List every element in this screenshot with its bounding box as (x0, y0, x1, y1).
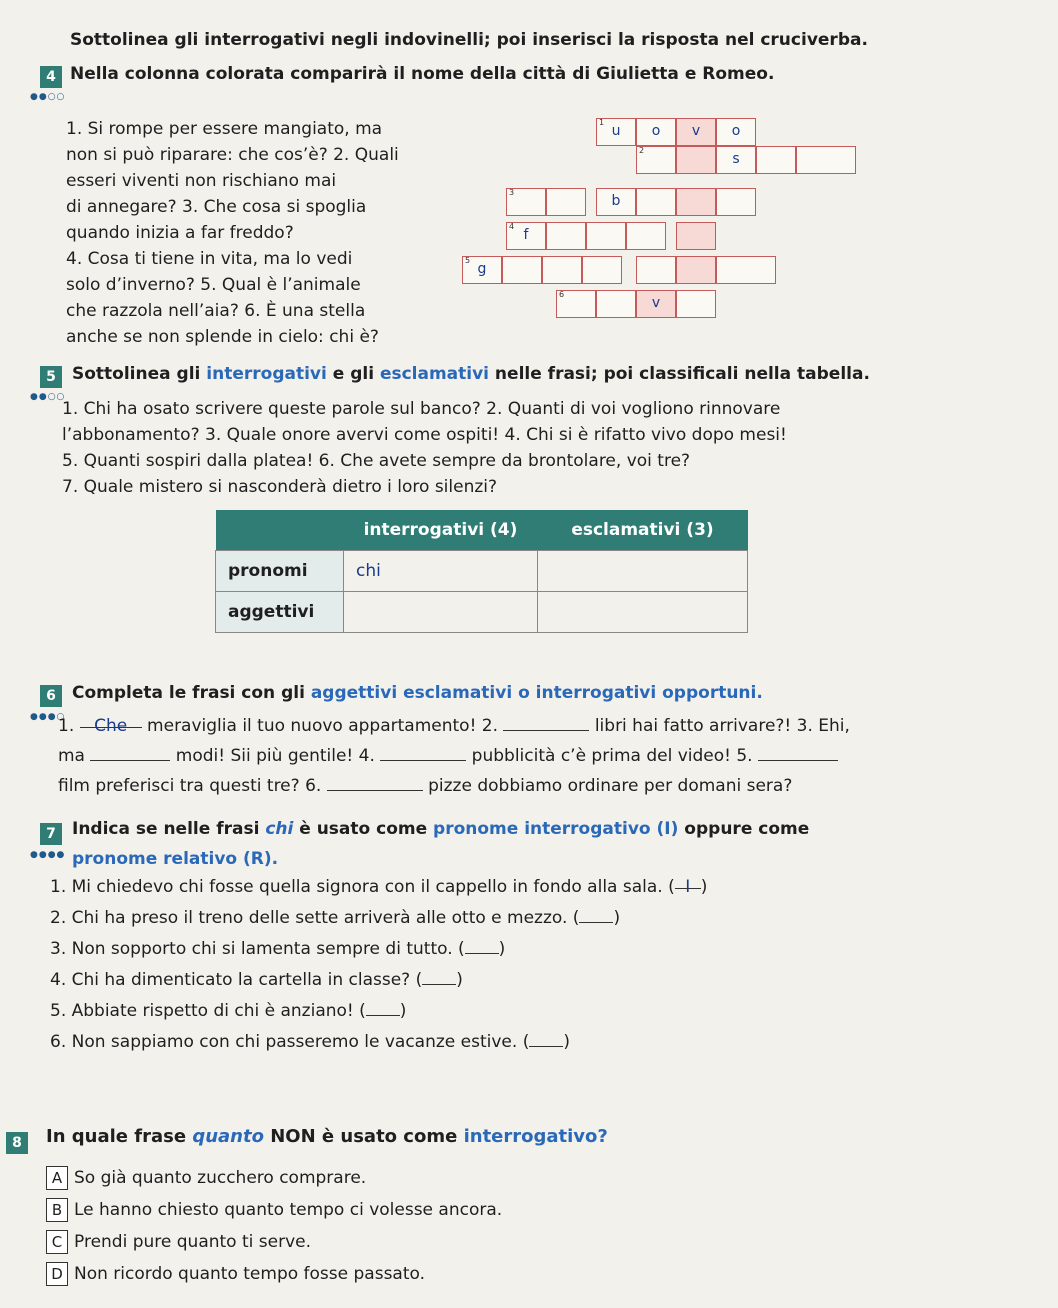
crossword-cell[interactable] (546, 188, 586, 216)
crossword-cell[interactable]: b (596, 188, 636, 216)
table-cell-input[interactable] (538, 592, 748, 633)
option-b[interactable] (46, 1194, 1046, 1226)
item-row: 3. Non sopporto chi si lamenta sempre di tutto. ( ) (50, 939, 506, 959)
crossword-cell[interactable] (502, 256, 542, 284)
crossword-cell[interactable]: 4 f (506, 222, 546, 250)
item-text: 1. Mi chiedevo chi fosse quella signora con il cappello in fondo alla sala. (50, 877, 663, 897)
exercise-4-instruction-1: Sottolinea gli interrogativi negli indovinelli; poi inserisci la risposta nel cruciverba. (70, 30, 868, 50)
exercise-6-instruction: Completa le frasi con gli aggettivi esclamativi o interrogativi opportuni. (72, 683, 763, 703)
option-text: So già quanto zucchero comprare. (74, 1168, 367, 1188)
text: pubblicità c’è prima del video! 5. (471, 746, 753, 766)
exercise-6-number: 6 (40, 685, 62, 707)
sentence-line: 7. Quale mistero si nasconderà dietro i loro silenzi? (62, 477, 498, 497)
option-text: Non ricordo quanto tempo fosse passato. (74, 1264, 426, 1284)
answer-blank[interactable]: I (675, 872, 701, 889)
sentence-line: l’abbonamento? 3. Quale onore avervi come ospiti! 4. Chi si è rifatto vivo dopo mesi! (62, 425, 787, 445)
option-letter[interactable]: A (46, 1166, 68, 1190)
crossword-cell-colored[interactable] (676, 256, 716, 284)
exercise-8-options (46, 1162, 1046, 1290)
exercise-5-instruction: Sottolinea gli interrogativi e gli esclamativi nelle frasi; poi classificali nella tabella. (72, 364, 870, 384)
crossword-cell-colored[interactable] (676, 146, 716, 174)
crossword-cell[interactable] (796, 146, 856, 174)
item-row: 1. Mi chiedevo chi fosse quella signora con il cappello in fondo alla sala. ( I ) (50, 872, 1050, 903)
table-row-pronomi: pronomi (216, 551, 344, 592)
crossword-cell[interactable] (716, 188, 756, 216)
crossword-cell[interactable] (596, 290, 636, 318)
riddle-line: solo d’inverno? 5. Qual è l’animale (66, 275, 361, 295)
crossword-cell[interactable] (582, 256, 622, 284)
text: meraviglia il tuo nuovo appartamento! 2. (147, 716, 499, 736)
riddle-line: quando inizia a far freddo? (66, 223, 294, 243)
answer-blank[interactable] (366, 999, 400, 1016)
answer-blank[interactable] (465, 937, 499, 954)
sentence-line: 1. Chi ha osato scrivere queste parole sul banco? 2. Quanti di voi vogliono rinnovare (62, 399, 781, 419)
crossword-cell[interactable]: s (716, 146, 756, 174)
option-d[interactable] (46, 1258, 1046, 1290)
crossword-cell[interactable] (636, 188, 676, 216)
answer-blank[interactable] (503, 714, 589, 731)
crossword-cell[interactable] (542, 256, 582, 284)
crossword-cell[interactable]: 1 u (596, 118, 636, 146)
crossword-cell[interactable] (756, 146, 796, 174)
exercise-7-items (50, 872, 1050, 1058)
item-row: 5. Abbiate rispetto di chi è anziano! ( ) (50, 1001, 407, 1021)
text: film preferisci tra questi tre? 6. (58, 776, 322, 796)
option-a[interactable] (46, 1162, 1046, 1194)
exercise-8-instruction: In quale frase quanto NON è usato come interrogativo? (46, 1126, 608, 1147)
crossword-cell[interactable] (636, 256, 676, 284)
answer-blank[interactable] (90, 744, 170, 761)
table-answer: chi (356, 561, 381, 581)
sentence-line: 5. Quanti sospiri dalla platea! 6. Che avete sempre da brontolare, voi tre? (62, 451, 691, 471)
crossword-cell[interactable] (676, 290, 716, 318)
option-letter[interactable]: C (46, 1230, 68, 1254)
exercise-5-number: 5 (40, 366, 62, 388)
crossword-cell-colored[interactable] (676, 188, 716, 216)
table-cell-input[interactable] (344, 592, 538, 633)
riddle-line: esseri viventi non rischiano mai (66, 171, 337, 191)
crossword-cell[interactable] (716, 256, 776, 284)
riddle-line: anche se non splende in cielo: chi è? (66, 327, 379, 347)
crossword-cell[interactable] (626, 222, 666, 250)
option-text: Prendi pure quanto ti serve. (74, 1232, 312, 1252)
text: ma (58, 746, 85, 766)
text: libri hai fatto arrivare?! 3. Ehi, (594, 716, 850, 736)
crossword-cell[interactable]: o (716, 118, 756, 146)
difficulty-dots: ●●○○ (30, 392, 66, 402)
exercise-8-number: 8 (6, 1132, 28, 1154)
item-row: 4. Chi ha dimenticato la cartella in classe? ( ) (50, 970, 463, 990)
crossword-cell-colored[interactable]: v (676, 118, 716, 146)
answer-blank[interactable] (579, 906, 613, 923)
text: 1. (58, 716, 75, 736)
option-letter[interactable]: B (46, 1198, 68, 1222)
exercise-7-instruction: Indica se nelle frasi chi è usato come pronome interrogativo (I) oppure come pronome relativo (R). (72, 819, 810, 869)
text: modi! Sii più gentile! 4. (175, 746, 375, 766)
difficulty-dots: ●●○○ (30, 92, 66, 102)
riddle-line: di annegare? 3. Che cosa si spoglia (66, 197, 367, 217)
item-text: 3. Non sopporto chi si lamenta sempre di tutto. (50, 939, 453, 959)
crossword-cell[interactable] (586, 222, 626, 250)
option-letter[interactable]: D (46, 1262, 68, 1286)
difficulty-dots: ●●●○ (30, 712, 66, 722)
riddle-line: 1. Si rompe per essere mangiato, ma (66, 119, 383, 139)
riddles (66, 116, 426, 350)
answer-blank[interactable] (327, 774, 423, 791)
answer-blank[interactable]: Che (80, 711, 142, 728)
riddle-line: che razzola nell’aia? 6. È una stella (66, 301, 366, 321)
table-row-aggettivi: aggettivi (216, 592, 344, 633)
crossword-cell[interactable]: 3 (506, 188, 546, 216)
crossword-cell-colored[interactable] (676, 222, 716, 250)
crossword-cell[interactable]: 6 (556, 290, 596, 318)
table-header-esclamativi: esclamativi (3) (538, 510, 748, 551)
item-text: 4. Chi ha dimenticato la cartella in classe? (50, 970, 411, 990)
table-corner (216, 510, 344, 551)
exercise-7-number: 7 (40, 823, 62, 845)
crossword-cell[interactable]: o (636, 118, 676, 146)
answer-blank[interactable] (529, 1030, 563, 1047)
answer-blank[interactable] (422, 968, 456, 985)
table-cell-input[interactable] (344, 551, 538, 592)
exercise-5-text (62, 396, 1042, 500)
riddle-line: 4. Cosa ti tiene in vita, ma lo vedi (66, 249, 353, 269)
crossword-cell-colored[interactable]: v (636, 290, 676, 318)
answer-blank[interactable] (758, 744, 838, 761)
item-row: 2. Chi ha preso il treno delle sette arriverà alle otto e mezzo. ( ) (50, 908, 621, 928)
crossword-cell[interactable]: 2 (636, 146, 676, 174)
answer-blank[interactable] (380, 744, 466, 761)
crossword-cell[interactable] (546, 222, 586, 250)
text: pizze dobbiamo ordinare per domani sera? (428, 776, 793, 796)
item-text: 2. Chi ha preso il treno delle sette arriverà alle otto e mezzo. (50, 908, 568, 928)
option-text: Le hanno chiesto quanto tempo ci volesse ancora. (74, 1200, 503, 1220)
difficulty-dots: ●●●● (30, 850, 66, 860)
table-header-interrogativi: interrogativi (4) (344, 510, 538, 551)
table-cell-input[interactable] (538, 551, 748, 592)
item-text: 6. Non sappiamo con chi passeremo le vacanze estive. (50, 1032, 518, 1052)
exercise-4-instruction-2: Nella colonna colorata comparirà il nome della città di Giulietta e Romeo. (70, 64, 775, 84)
item-text: 5. Abbiate rispetto di chi è anziano! (50, 1001, 354, 1021)
crossword-cell[interactable]: 5 g (462, 256, 502, 284)
item-row: 6. Non sappiamo con chi passeremo le vacanze estive. ( ) (50, 1032, 570, 1052)
classification-table (215, 510, 748, 633)
riddle-line: non si può riparare: che cos’è? 2. Quali (66, 145, 399, 165)
exercise-6-text (58, 711, 1048, 801)
exercise-4-number: 4 (40, 66, 62, 88)
option-c[interactable] (46, 1226, 1046, 1258)
